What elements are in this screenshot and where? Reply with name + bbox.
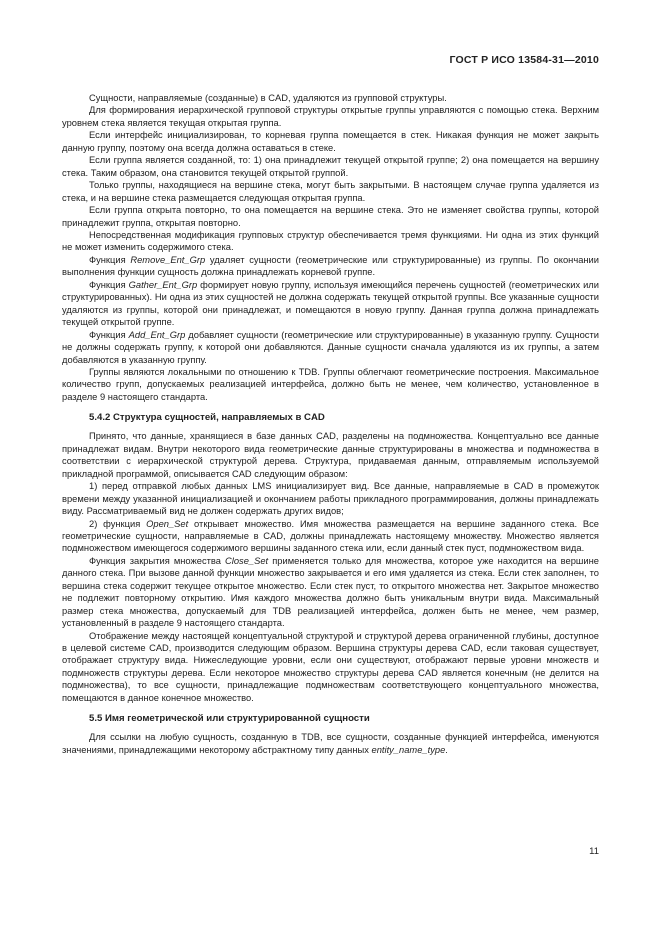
- paragraph-close-set: [62, 555, 599, 630]
- text: Функция: [89, 254, 131, 265]
- document-body: [62, 92, 599, 756]
- paragraph-remove-ent-grp: [62, 254, 599, 279]
- function-name: Remove_Ent_Grp: [130, 254, 206, 265]
- paragraph-add-ent-grp: [62, 329, 599, 366]
- text: применяется только для множества, которое уже находится на вершине данного стека. При вызове данной функции множество закрывается и его имя удаляется из стека. Если стек заполнен, то вершина стека содержит текущее открытое множество. Если стек пуст, то открытого множества нет. Закрытое множество не подлежит повторному открытию. Имя каждого множества должно быть уникальным внутри вида. Максимальный размер стека множества, допускаемый для TDB реализацией интерфейса, должен быть не менее, чем размер, установленный в разделе 9 настоящего стандарта.: [62, 555, 599, 629]
- text: Функция закрытия множества: [89, 555, 226, 566]
- text: удаляет сущности (геометрические или структурированные) из группы. По окончании выполнения функции сущность должна принадлежать корневой группе.: [62, 254, 599, 278]
- paragraph: Если группа открыта повторно, то она помещается на вершине стека. Это не изменяет свойства группы, которой принадлежит группа, открытая повторно.: [62, 205, 599, 228]
- text: формирует новую группу, используя имеющийся перечень сущностей (геометрических или структурированных). Ни одна из этих сущностей не должна содержать текущей открытой группы. Все указанные сущности удаляются из группы, которой они принадлежат, и помещаются в новую группу. Данная группа должна принадлежать текущей открытой группе.: [62, 279, 599, 328]
- paragraph-gather-ent-grp: [62, 279, 599, 329]
- paragraph: Отображение между настоящей концептуальной структурой и структурой дерева ограниченной глубины, доступное в целевой системе CAD, производится следующим образом. Вершина структуры дерева CAD, если таковая существует, отображает структуру вида. Нижеследующие уровни, если они существуют, отображают первые уровни множеств и подмножеств структуры дерева. Если некоторое множество структуры дерева CAD является конечным (не делится на подмножества), то все сущности, принадлежащие подмножествам соответствующего концептуального множества, помещаются в данное конечное множество.: [62, 630, 599, 703]
- section-heading-5-4-2: 5.4.2 Структура сущностей, направляемых в CAD: [89, 412, 325, 424]
- text: .: [445, 744, 448, 755]
- section-heading-5-5: 5.5 Имя геометрической или структурированной сущности: [89, 713, 370, 725]
- paragraph: Только группы, находящиеся на вершине стека, могут быть закрытыми. В настоящем случае группа удаляется из стека, и на вершине стека размещается следующая открытая группа.: [62, 180, 599, 203]
- function-name: Open_Set: [146, 518, 189, 529]
- function-name: Close_Set: [225, 555, 269, 566]
- paragraph: Сущности, направляемые (созданные) в CAD, удаляются из групповой структуры.: [89, 93, 447, 103]
- paragraph: Если группа является созданной, то: 1) она принадлежит текущей открытой группе; 2) она помещается на вершину стека. Таким образом, она становится текущей открытой группой.: [62, 155, 599, 178]
- paragraph: Для формирования иерархической групповой структуры открытые группы управляются с помощью стека. Верхним уровнем стека является текущая открытая группа.: [62, 105, 599, 128]
- type-name: entity_name_type: [371, 744, 446, 755]
- text: открывает множество. Имя множества размещается на вершине заданного стека. Все геометрические сущности, направляемые в CAD, должны принадлежать настоящему множеству. Множество является подмножеством имеющегося содержимого вершины заданного стека или, если данный стек пуст, подмножеством вида.: [62, 518, 599, 554]
- paragraph-entity-name: [62, 731, 599, 756]
- paragraph: Непосредственная модификация групповых структур обеспечивается тремя функциями. Ни одна из этих функций не может изменить содержимого стека.: [62, 229, 599, 253]
- text: 2) функция: [89, 518, 147, 529]
- paragraph-open-set: [62, 518, 599, 555]
- paragraph: Группы являются локальными по отношению к TDB. Группы облегчают геометрические построения. Максимальное количество групп, допускаемых реализацией интерфейса, должно быть не менее, чем количество, установленное в разделе 9 настоящего стандарта.: [62, 366, 599, 402]
- text: добавляет сущности (геометрические или структурированные) в указанную группу. Сущности не должны содержать группу, к которой они добавляются. Данные сущности сначала удаляются из их группы, а затем добавляются в указанную группу.: [62, 329, 599, 365]
- paragraph: Если интерфейс инициализирован, то корневая группа помещается в стек. Никакая функция не может закрыть данную группу, поэтому она всегда должна оставаться в стеке.: [62, 130, 599, 153]
- paragraph: Принято, что данные, хранящиеся в базе данных CAD, разделены на подмножества. Концептуально все данные принадлежат видам. Внутри некоторого вида геометрические данные структурированы в множества и подмножества в соответствии с иерархической структурой дерева. Структура, придаваемая данным, отправляемым используемой прикладной программой, описывается CAD следующим образом:: [62, 431, 599, 479]
- text: Функция: [89, 329, 129, 340]
- text: Для ссылки на любую сущность, созданную в TDB, все сущности, созданные функцией интерфейса, именуются значениями, принадлежащими некоторому абстрактному типу данных: [62, 732, 599, 755]
- function-name: Add_Ent_Grp: [128, 329, 186, 340]
- paragraph: 1) перед отправкой любых данных LMS инициализирует вид. Все данные, направляемые в CAD в промежуток времени между указанной инициализацией и окончанием работы прикладного программирования, должны принадлежать виду. Рассматриваемый вид не должен содержать других видов;: [62, 481, 599, 517]
- document-header: ГОСТ Р ИСО 13584-31—2010: [449, 54, 599, 66]
- page-number: 11: [589, 846, 599, 857]
- text: Функция: [89, 279, 129, 290]
- function-name: Gather_Ent_Grp: [128, 279, 198, 290]
